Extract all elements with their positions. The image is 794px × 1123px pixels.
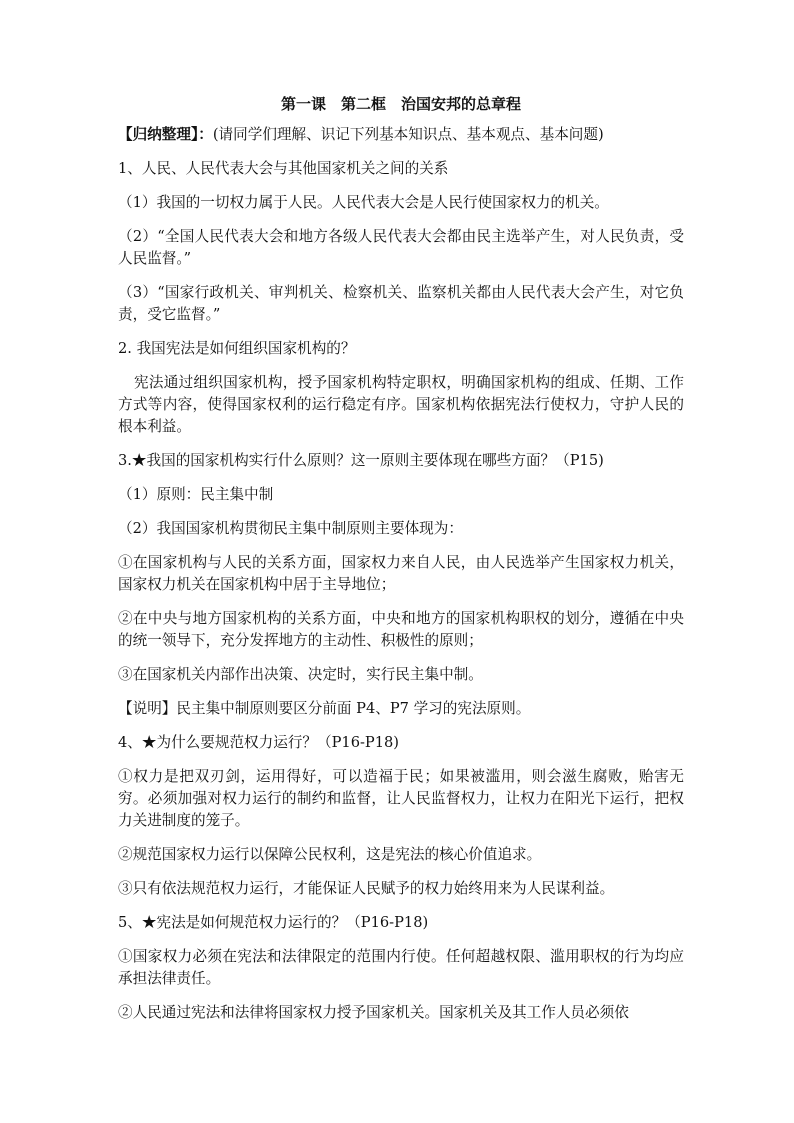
- paragraph-3-2: （2）我国国家机构贯彻民主集中制原则主要体现为：: [118, 520, 463, 537]
- document-page: [118, 94, 684, 1036]
- section-heading-1: 1、人民、人民代表大会与其他国家机关之间的关系: [118, 160, 449, 177]
- paragraph-4-1: ①权力是把双刃剑，运用得好，可以造福于民；如果被滥用，则会滋生腐败，贻害无穷。必须加强对权力运行的制约和监督，让人民监督权力，让权力在阳光下运行，把权力关进制度的笼子。: [118, 768, 684, 829]
- intro-paragraph: [118, 124, 684, 146]
- paragraph-3-1: （1）原则：民主集中制: [118, 486, 274, 503]
- paragraph-4-2: ②规范国家权力运行以保障公民权利，这是宪法的核心价值追求。: [118, 846, 542, 863]
- section-heading-3: 3.★我国的国家机构实行什么原则？这一原则主要体现在哪些方面？（P15): [118, 452, 604, 469]
- intro-label: 【归纳整理】：: [118, 126, 213, 143]
- intro-text: (请同学们理解、识记下列基本知识点、基本观点、基本问题): [212, 126, 604, 143]
- paragraph-3-3: ①在国家机构与人民的关系方面，国家权力来自人民，由人民选举产生国家权力机关，国家权力机关在国家机构中居于主导地位；: [118, 554, 684, 593]
- paragraph-4-3: ③只有依法规范权力运行，才能保证人民赋予的权力始终用来为人民谋利益。: [118, 880, 615, 897]
- page-title: 第一课 第二框 治国安邦的总章程: [280, 95, 521, 113]
- paragraph-5-1: ①国家权力必须在宪法和法律限定的范围内行使。任何超越权限、滥用职权的行为均应承担法律责任。: [118, 948, 684, 987]
- paragraph-1-1: （1）我国的一切权力属于人民。人民代表大会是人民行使国家权力的机关。: [118, 194, 609, 211]
- paragraph-3-4: ②在中央与地方国家机构的关系方面，中央和地方的国家机构职权的划分，遵循在中央的统一领导下，充分发挥地方的主动性、积极性的原则；: [118, 610, 684, 649]
- section-heading-5: 5、★宪法是如何规范权力运行的？（P16-P18): [118, 914, 429, 931]
- note-paragraph: 【说明】民主集中制原则要区分前面 P4、P7 学习的宪法原则。: [118, 700, 531, 717]
- paragraph-2-1: 宪法通过组织国家机构，授予国家机构特定职权，明确国家机构的组成、任期、工作方式等内容，使得国家权利的运行稳定有序。国家机构依据宪法行使权力，守护人民的根本利益。: [118, 374, 684, 435]
- paragraph-1-3: （3）“国家行政机关、审判机关、检察机关、监察机关都由人民代表大会产生，对它负责，受它监督。”: [118, 284, 684, 323]
- paragraph-1-2: （2）“全国人民代表大会和地方各级人民代表大会都由民主选举产生，对人民负责，受人民监督。”: [118, 228, 684, 267]
- paragraph-3-5: ③在国家机关内部作出决策、决定时，实行民主集中制。: [118, 666, 483, 683]
- section-heading-2: 2. 我国宪法是如何组织国家机构的？: [118, 340, 356, 357]
- paragraph-5-2: ②人民通过宪法和法律将国家权力授予国家机关。国家机关及其工作人员必须依: [118, 1004, 629, 1021]
- section-heading-4: 4、★为什么要规范权力运行？（P16-P18): [118, 734, 400, 751]
